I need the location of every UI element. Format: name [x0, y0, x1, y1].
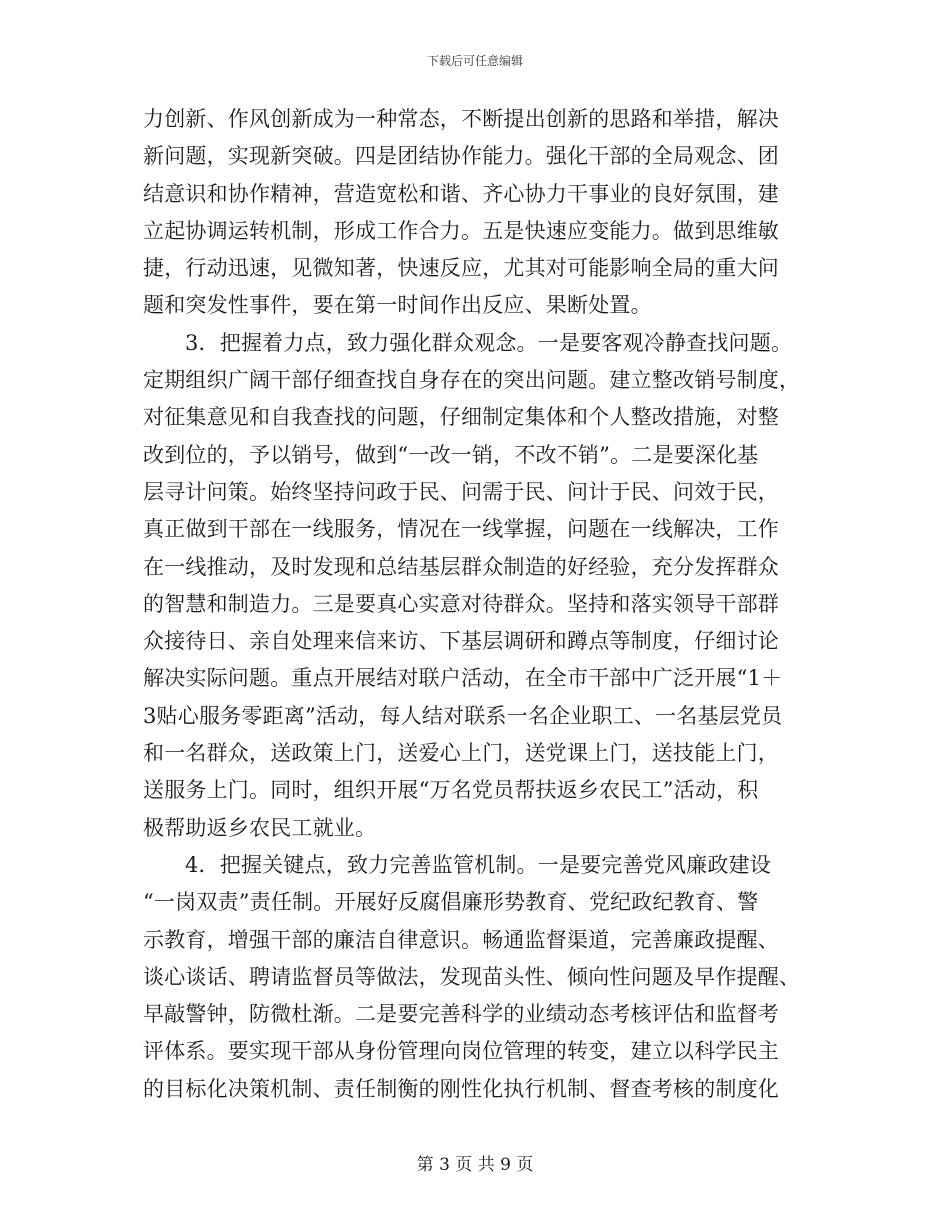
body-line: 新问题，实现新突破。四是团结协作能力。强化干部的全局观念、团: [143, 144, 779, 169]
page-number-footer: 第 3 页 共 9 页: [416, 1155, 534, 1175]
body-line: 谈心谈话、聘请监督员等做法，发现苗头性、倾向性问题及早作提醒、: [143, 964, 801, 989]
page-header-note: 下载后可任意编辑: [426, 54, 523, 68]
section-heading-line: 3．把握着力点，致力强化群众观念。一是要客观冷静查找问题。: [185, 330, 793, 355]
body-line: 层寻计问策。始终坚持问政于民、问需于民、问计于民、问效于民，: [143, 479, 779, 504]
body-line: 3贴心服务零距离”活动，每人结对联系一名企业职工、一名基层党员: [143, 703, 783, 728]
body-line: 和一名群众，送政策上门，送爱心上门，送党课上门，送技能上门，: [143, 741, 779, 766]
body-line: 改到位的，予以销号，做到“一改一销，不改不销”。二是要深化基: [143, 442, 759, 467]
body-line: 结意识和协作精神，营造宽松和谐、齐心协力干事业的良好氛围，建: [143, 181, 779, 206]
body-line: 定期组织广阔干部仔细查找自身存在的突出问题。建立整改销号制度，: [143, 368, 801, 393]
body-line: 捷，行动迅速，见微知著，快速反应，尤其对可能影响全局的重大问: [143, 256, 779, 281]
body-line: 送服务上门。同时，组织开展“万名党员帮扶返乡农民工”活动，积: [143, 778, 759, 803]
body-line: 的目标化决策机制、责任制衡的刚性化执行机制、督查考核的制度化: [143, 1076, 779, 1101]
body-line: 众接待日、亲自处理来信来访、下基层调研和蹲点等制度，仔细讨论: [143, 629, 779, 654]
body-line: 力创新、作风创新成为一种常态，不断提出创新的思路和举措，解决: [143, 107, 779, 131]
body-line: 题和突发性事件，要在第一时间作出反应、果断处置。: [143, 293, 652, 318]
body-line: 示教育，增强干部的廉洁自律意识。畅通监督渠道，完善廉政提醒、: [143, 927, 779, 952]
body-line: “一岗双责”责任制。开展好反腐倡廉形势教育、党纪政纪教育、警: [143, 890, 759, 915]
body-line: 立起协调运转机制，形成工作合力。五是快速应变能力。做到思维敏: [143, 218, 779, 243]
document-body: [143, 101, 807, 1108]
body-line: 对征集意见和自我查找的问题，仔细制定集体和个人整改措施，对整: [143, 405, 779, 430]
body-line: 解决实际问题。重点开展结对联户活动，在全市干部中广泛开展“1＋: [143, 666, 783, 691]
section-heading-line: 4．把握关键点，致力完善监管机制。一是要完善党风廉政建设: [185, 852, 771, 877]
body-line: 的智慧和制造力。三是要真心实意对待群众。坚持和落实领导干部群: [143, 591, 779, 616]
body-line: 在一线推动，及时发现和总结基层群众制造的好经验，充分发挥群众: [143, 554, 779, 579]
body-line: 评体系。要实现干部从身份管理向岗位管理的转变，建立以科学民主: [143, 1039, 779, 1064]
body-line: 真正做到干部在一线服务，情况在一线掌握，问题在一线解决，工作: [143, 517, 779, 542]
body-line: 早敲警钟，防微杜渐。二是要完善科学的业绩动态考核评估和监督考: [143, 1002, 779, 1027]
body-line: 极帮助返乡农民工就业。: [143, 815, 377, 840]
